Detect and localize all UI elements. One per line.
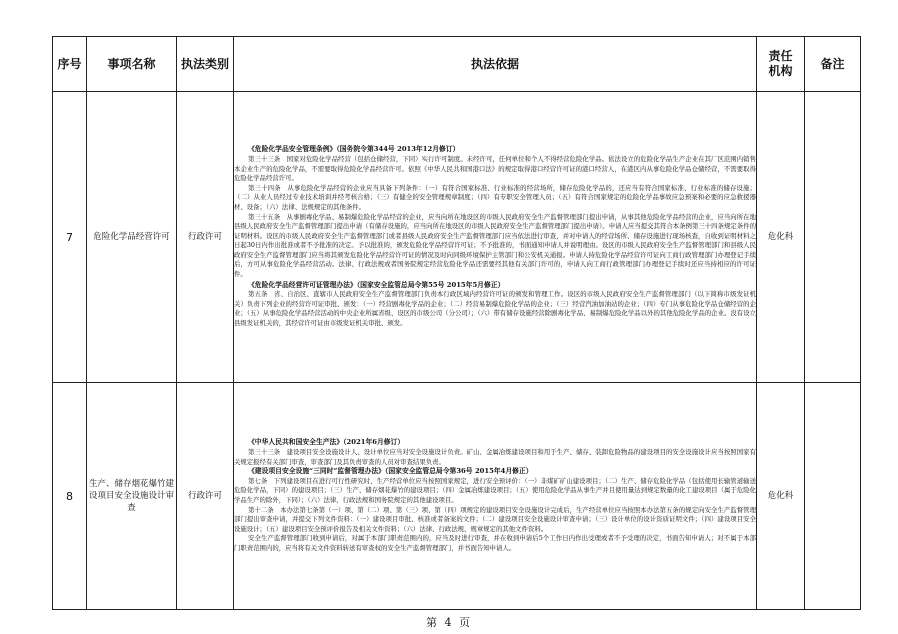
remarks-cell — [805, 383, 861, 610]
remarks-cell — [805, 92, 861, 383]
article-text: 第三十四条 从事危险化学品经营的企业应当具备下列条件：（一）有符合国家标准、行业标准的经营场所，储存危险化学品的，还应当有符合国家标准、行业标准的储存设施；（二）从业人员经过专业技术培训并经考核合格；（三）有健全的安全管理规章制度；（四）有专职安全管理人员；（五）有符合国家规定的危险化学品事故应急预案和必要的应急救援器材、设备；（六）法律、法规规定的其他条件。 — [234, 183, 756, 211]
table-row — [53, 92, 861, 383]
header-note: 备注 — [805, 37, 861, 92]
row-number: 7 — [53, 92, 87, 383]
responsible-unit: 危化科 — [757, 92, 805, 383]
article-text: 第三十三条 国家对危险化学品经营（包括仓储经营，下同）实行许可制度。未经许可，任何单位和个人不得经营危险化学品。依法设立的危险化学品生产企业在其厂区范围内销售本企业生产的危险化学品，不需要取得危险化学品经营许可。依照《中华人民共和国港口法》的规定取得港口经营许可证的港口经营人，在港区内从事危险化学品仓储经营，不需要取得危险化学品经营许可。 — [234, 154, 756, 183]
legal-basis — [234, 383, 757, 610]
row-number: 8 — [53, 383, 87, 610]
source-title: 《危险化学品经营许可证管理办法》（国家安全监管总局令第55号 2015年5月修正） — [248, 280, 505, 289]
article-text: 安全生产监督管理部门收到申请后，对属于本部门职责范围内的，应当及时进行审查，并在收到申请后5个工作日内作出受理或者不予受理的决定，书面告知申请人；对不属于本部门职责范围内的，应当将有关文件资料转送有审查权的安全生产监督管理部门，并书面告知申请人。 — [234, 534, 756, 552]
article-text: 第五条 省、自治区、直辖市人民政府安全生产监督管理部门负责本行政区域内经营许可证的颁发和管理工作。设区的市级人民政府安全生产监督管理部门（以下简称市级发证机关）负责下列企业的经营许可证审批、颁发：（一）经营剧毒化学品的企业；（二）经营易制爆危险化学品的企业；（三）经营汽油加油站的企业；（四）专门从事危险化学品仓储经营的企业；（五）从事危险化学品经营活动的中央企业所属省级、设区的市级公司（分公司）；（六）带有储存设施经营除剧毒化学品、易制爆危险化学品以外的其他危险化学品的企业。没有设立县级发证机关的，其经营许可证由市级发证机关审批、颁发。 — [234, 290, 756, 328]
article-text: 第三十五条 从事剧毒化学品、易制爆危险化学品经营的企业，应当向所在地设区的市级人民政府安全生产监督管理部门提出申请，从事其他危险化学品经营的企业，应当向所在地县级人民政府安全生产监督管理部门提出申请（有储存设施的，应当向所在地设区的市级人民政府安全生产监督管理部门提出申请）。申请人应当提交其符合本条例第三十四条规定条件的证明材料。设区的市级人民政府安全生产监督管理部门或者县级人民政府安全生产监督管理部门应当依法进行审查，并对申请人的经营场所、储存设施进行现场核查，自收到证明材料之日起30日内作出批准或者不予批准的决定。予以批准的，颁发危险化学品经营许可证；不予批准的，书面通知申请人并说明理由。设区的市级人民政府安全生产监督管理部门和县级人民政府安全生产监督管理部门应当将其颁发危险化学品经营许可证的情况及时向同级环境保护主管部门和公安机关通报。申请人持危险化学品经营许可证向工商行政管理部门办理登记手续后，方可从事危险化学品经营活动。法律、行政法规或者国务院规定经营危险化学品还需要经其他有关部门许可的，申请人向工商行政管理部门办理登记手续时还应当持相应的许可证件。 — [234, 212, 756, 279]
article-text: 第三十三条 建设项目安全设施设计人、设计单位应当对安全设施设计负责。矿山、金属冶炼建设项目和用于生产、储存、装卸危险物品的建设项目的安全设施设计应当按照国家有关规定报经有关部门审查，审查部门及其负责审查的人员对审查结果负责。 — [234, 448, 756, 466]
header-no: 序号 — [53, 37, 87, 92]
page-number: 第 4 页 — [426, 616, 472, 629]
table-row — [53, 383, 861, 610]
item-name: 生产、储存烟花爆竹建设项目安全设施设计审查 — [87, 383, 177, 610]
item-name: 危险化学品经营许可 — [87, 92, 177, 383]
source-title: 《中华人民共和国安全生产法》（2021年6月修订） — [248, 438, 405, 447]
article-text: 第十二条 本办法第七条第（一）项、第（二）项、第（三）项、第（四）项规定的建设项目安全设施设计完成后，生产经营单位应当按照本办法第五条的规定向安全生产监督管理部门提出审查申请，并提交下列文件资料：（一）建设项目审批、核准或者备案的文件；（二）建设项目安全设施设计审查申请；（三）设计单位的设计资质证明文件；（四）建设项目安全设施设计；（五）建设项目安全预评价报告及相关文件资料；（六）法律、行政法规、规章规定的其他文件资料。 — [234, 505, 756, 533]
header-type: 执法类别 — [177, 37, 234, 92]
header-duty-line2: 机构 — [768, 64, 793, 78]
header-duty-line1: 责任 — [768, 49, 793, 63]
source-title: 《建设项目安全设施“三同时”监督管理办法》（国家安全监管总局令第36号 2015年4月修正） — [248, 467, 533, 476]
legal-basis — [234, 92, 757, 383]
article-text: 第七条 下列建设项目在进行可行性研究时，生产经营单位应当按照国家规定，进行安全预评价：（一）非煤矿矿山建设项目；（二）生产、储存危险化学品（包括使用长输管道输送危险化学品，下同）的建设项目；（三）生产、储存烟花爆竹的建设项目；（四）金属冶炼建设项目；（五）使用危险化学品从事生产并且使用量达到规定数量的化工建设项目（属于危险化学品生产的除外，下同）；（六）法律、行政法规和国务院规定的其他建设项目。 — [234, 476, 756, 504]
table-header-row — [53, 37, 861, 92]
responsible-unit: 危化科 — [757, 383, 805, 610]
header-duty — [757, 37, 805, 92]
header-name: 事项名称 — [87, 37, 177, 92]
source-title: 《危险化学品安全管理条例》（国务院令第344号 2013年12月修订） — [248, 145, 460, 154]
header-basis: 执法依据 — [234, 37, 757, 92]
enforcement-type: 行政许可 — [177, 92, 234, 383]
enforcement-table — [52, 36, 861, 610]
enforcement-type: 行政许可 — [177, 383, 234, 610]
